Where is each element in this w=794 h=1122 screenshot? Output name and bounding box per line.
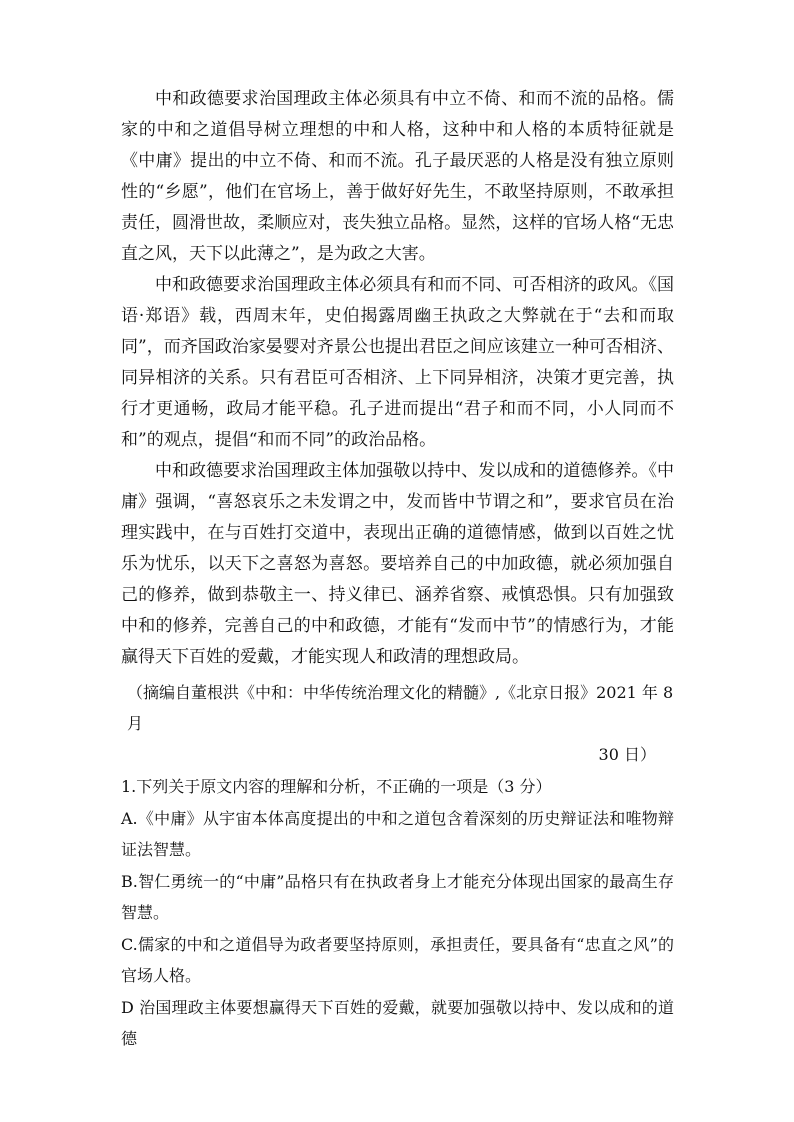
article-paragraph-1: 中和政德要求治国理政主体必须具有中立不倚、和而不流的品格。儒家的中和之道倡导树立理想的中和人格，这种中和人格的本质特征就是《中庸》提出的中立不倚、和而不流。孔子最厌恶的人格是没有独立原则性的“乡愿”，他们在官场上，善于做好好先生，不敢坚持原则，不敢承担责任，圆滑世故，柔顺应对，丧失独立品格。显然，这样的官场人格“无忠直之风，天下以此薄之”，是为政之大害。 [121, 89, 674, 264]
article-paragraph-3: 中和政德要求治国理政主体加强敬以持中、发以成和的道德修养。《中庸》强调，“喜怒哀乐之未发谓之中，发而皆中节谓之和”，要求官员在治理实践中，在与百姓打交道中，表现出正确的道德情感，做到以百姓之忧乐为忧乐，以天下之喜怒为喜怒。要培养自己的中加政德，就必须加强自己的修养，做到恭敬主一、持义律已、涵养省察、戒慎恐惧。只有加强致中和的修养，完善自己的中和政德，才能有“发而中节”的情感行为，才能赢得天下百姓的爱戴，才能实现人和政清的理想政局。 [121, 461, 674, 667]
source-citation-date: 30 日） [598, 745, 656, 764]
article-paragraph-2: 中和政德要求治国理政主体必须具有和而不同、可否相济的政风。《国语·郑语》载，西周末年，史伯揭露周幽王执政之大弊就在于“去和而取同”，而齐国政治家晏婴对齐景公也提出君臣之间应该建立一种可否相济、同异相济的关系。只有君臣可否相济、上下同异相济，决策才更完善，执行才更通畅，政局才能平稳。孔子进而提出“君子和而不同，小人同而不和”的观点，提倡“和而不同”的政治品格。 [121, 275, 674, 450]
option-c: C.儒家的中和之道倡导为政者要坚持原则，承担责任，要具备有“忠直之风”的官场人格。 [121, 935, 674, 985]
document-page [121, 84, 674, 1054]
option-a: A.《中庸》从宇宙本体高度提出的中和之道包含着深刻的历史辩证法和唯物辩证法智慧。 [121, 809, 674, 859]
question-stem: 1.下列关于原文内容的理解和分析，不正确的一项是（3 分） [121, 777, 552, 796]
option-d: D 治国理政主体要想赢得天下百姓的爱戴，就要加强敬以持中、发以成和的道德 [121, 998, 674, 1048]
source-citation: （摘编自董根洪《中和：中华传统治理文化的精髓》,《北京日报》2021 年 8 月 [127, 683, 674, 733]
option-b: B.智仁勇统一的“中庸”品格只有在执政者身上才能充分体现出国家的最高生存智慧。 [121, 872, 674, 922]
